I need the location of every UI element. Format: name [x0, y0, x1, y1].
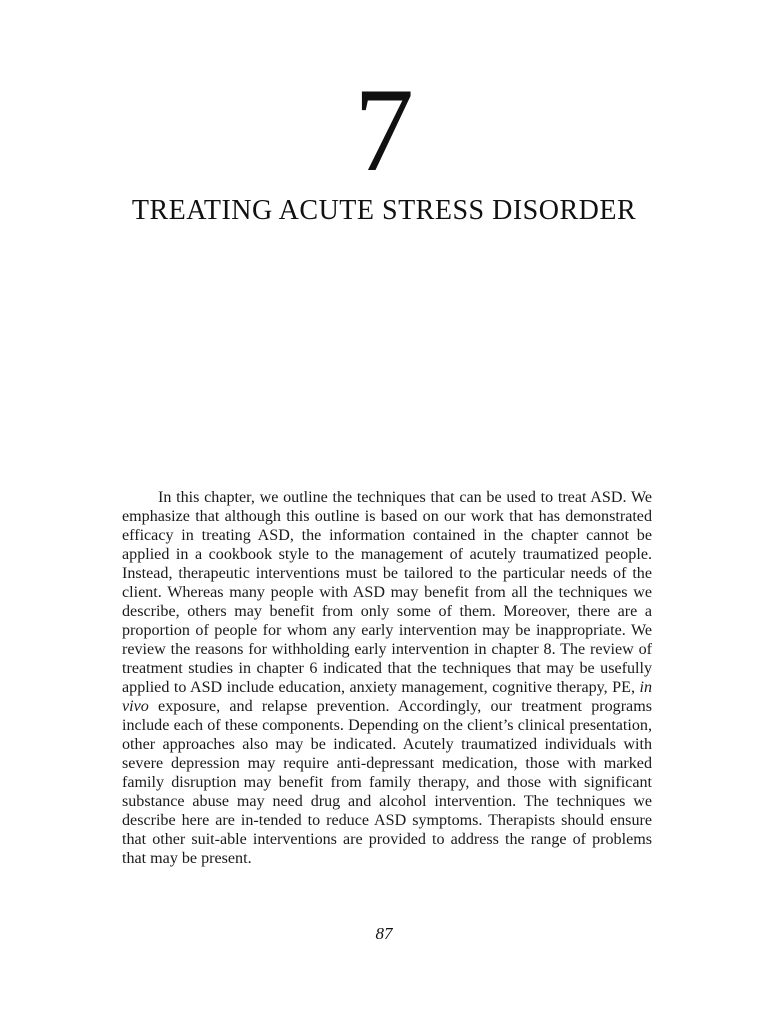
body-text-italic: in vivo: [122, 679, 652, 715]
chapter-title: TREATING ACUTE STRESS DISORDER: [131, 195, 637, 226]
chapter-number: 7: [354, 63, 414, 196]
body-text-part-2: exposure, and relapse prevention. Accordingly, our treatment programs include each of these components. Depending on the client’s clinical presentation, other approaches also may be indicated. Acutely traumatized individuals with severe depression may require anti-depressant medication, those with marked family disruption may benefit from family therapy, and those with significant substance abuse may need drug and alcohol intervention. The techniques we describe here are in-tended to reduce ASD symptoms. Therapists should ensure that other suit-able interventions are provided to address the range of problems that may be present.: [122, 698, 652, 867]
page-number: 87: [375, 924, 393, 943]
body-paragraph: [122, 488, 652, 868]
body-text-part-1: In this chapter, we outline the techniques that can be used to treat ASD. We emphasize that although this outline is based on our work that has demonstrated efficacy in treating ASD, the information contained in the chapter cannot be applied in a cookbook style to the management of acutely traumatized people. Instead, therapeutic interventions must be tailored to the particular needs of the client. Whereas many people with ASD may benefit from all the techniques we describe, others may benefit from only some of them. Moreover, there are a proportion of people for whom any early intervention may be inappropriate. We review the reasons for withholding early intervention in chapter 8. The review of treatment studies in chapter 6 indicated that the techniques that may be usefully applied to ASD include education, anxiety management, cognitive therapy, PE,: [122, 489, 652, 696]
